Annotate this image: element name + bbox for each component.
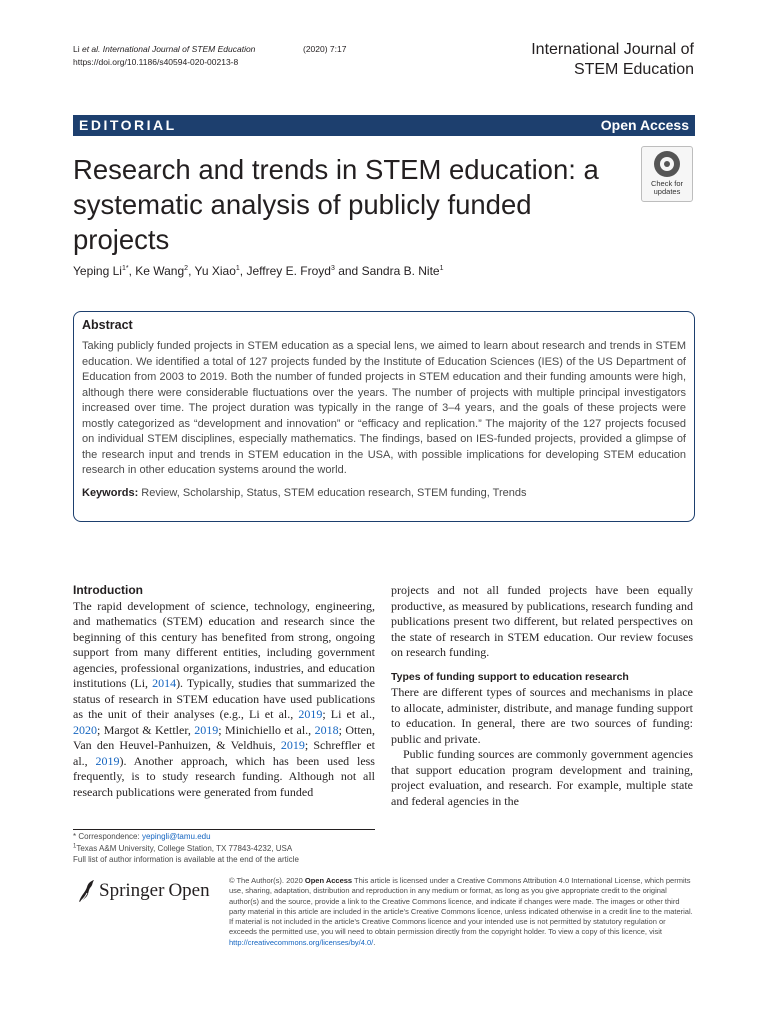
doi-link[interactable]: https://doi.org/10.1186/s40594-020-00213-8 — [73, 56, 239, 67]
article-type-band — [73, 115, 695, 136]
ref-link[interactable]: 2020 — [73, 722, 97, 737]
article-type-label: EDITORIAL — [79, 117, 177, 133]
springer-horse-icon — [75, 877, 97, 905]
citation-header — [73, 43, 347, 68]
body-paragraph: projects and not all funded projects have been equally productive, as measured by publications, research funding and publications present two different, but related perspectives on the state of research in STEM education. Our review focuses on research funding. — [391, 583, 693, 659]
correspondence: * Correspondence: yepingli@tamu.edu — [73, 832, 211, 841]
article-title: Research and trends in STEM education: a systematic analysis of publicly funded projects — [73, 154, 599, 255]
springer-open-logo: Springer Open — [73, 876, 213, 906]
footnote-divider — [73, 829, 375, 830]
license-text: © The Author(s). 2020 Open Access This article is licensed under a Creative Commons Attribution 4.0 International License, which permits use, sharing, adaptation, distribution and reproduction in any medium or format, as long as you give appropriate credit to the original author(s) and the source, provide a link to the Creative Commons licence, and indicate if changes were made. The images or other third party material in this article are included in the article's Creative Commons licence, unless indicated otherwise in a credit line to the material. If material is not included in the article's Creative Commons licence and your intended use is not permitted by statutory regulation or exceeds the permitted use, you will need to obtain permission directly from the copyright holder. To view a copy of this licence, visit http://creativecommons.org/licenses/by/4.0/. — [229, 876, 693, 947]
year-volume: (2020) 7:17 — [303, 44, 347, 54]
check-for-updates-label: Check for updates — [650, 179, 684, 196]
ref-link[interactable]: 2019 — [95, 753, 120, 768]
affiliation: $^1$Texas A&M University, College Station, TX 77843-4232, USA — [73, 842, 293, 853]
body-paragraph: There are different types of sources and mechanisms in place to allocate, administer, distribute, and manage funding support to education. In general, there are two sources of funding: public and private. — [391, 685, 693, 746]
introduction-paragraph: The rapid development of science, technology, engineering, and mathematics (STEM) education and research since the beginning of this century has benefited from strong, ongoing support from many different entities, including government agencies, professional organizations, industries, and education institutions (Li, 2014). Typically, studies that summarized the status of research in STEM education have used publications as the unit of their analyses (e.g., Li et al., 2019; Li et al., 2020; Margot & Kettler, 2019; Minichiello et al., 2018; Otten, Van den Heuvel-Panhuizen, & Veldhuis, 2019; Schreffler et al., 2019). Another approach, which has been used less frequently, is to study research funding. Although not all research publications were generated from funded — [73, 598, 376, 799]
subsection-heading: Types of funding support to education research — [391, 670, 629, 683]
journal-name: International Journal of STEM Education — [531, 41, 694, 78]
license-link[interactable]: http://creativecommons.org/licenses/by/4.0/ — [229, 937, 374, 947]
ref-link[interactable]: 2014 — [152, 676, 177, 690]
email-link[interactable]: yepingli@tamu.edu — [141, 832, 211, 841]
citation-line: Li et al. International Journal of STEM Education — [73, 44, 256, 54]
keywords: Keywords: Review, Scholarship, Status, STEM education research, STEM funding, Trends — [82, 486, 527, 499]
open-access-label: Open Access — [600, 117, 689, 133]
body-column-right — [391, 583, 693, 809]
ref-link[interactable]: 2018 — [314, 722, 339, 737]
ref-link[interactable]: 2019 — [298, 707, 323, 721]
ref-link[interactable]: 2019 — [194, 722, 219, 737]
abstract-text: Taking publicly funded projects in STEM education as a special lens, we aimed to learn about research and trends in STEM education. We identified a total of 127 projects funded by the Institute of Education Sciences (IES) of the US Department of Education from 2003 to 2019. Both the number of funded projects in STEM education and their funding amounts were high, although there were considerable fluctuations over the years. The number of projects with multiple principal investigators increased over time. The project duration was typically in the range of 3–4 years, and the goals of these projects were mostly categorized as “development and innovation” or “efficacy and replication.” The majority of the 127 projects focused on individual STEM disciplines, especially mathematics. The findings, based on IES-funded projects, provided a glimpse of the research input and trends in STEM education in the USA, with possible implications for developing STEM education research in other education systems around the world. — [82, 340, 686, 476]
check-for-updates-button[interactable] — [641, 146, 693, 202]
crossmark-icon — [654, 151, 680, 177]
footnotes — [73, 831, 299, 866]
abstract-box — [73, 311, 695, 522]
author-info-note: Full list of author information is available at the end of the article — [73, 855, 299, 864]
body-column-left — [73, 583, 375, 800]
body-paragraph: Public funding sources are commonly government agencies that support education program development and training, project evaluation, and research. For example, multiple state and federal agencies in the — [391, 747, 693, 808]
introduction-heading: Introduction — [73, 583, 143, 597]
ref-link[interactable]: 2019 — [280, 738, 305, 752]
author-list: Yeping $Li^{1*}$, Ke Wang$^2$, Yu Xiao$^1$, Jeffrey E. Froyd$^3$ and Sandra B. Nite$^1$ — [73, 264, 444, 278]
abstract-heading: Abstract — [82, 318, 133, 332]
